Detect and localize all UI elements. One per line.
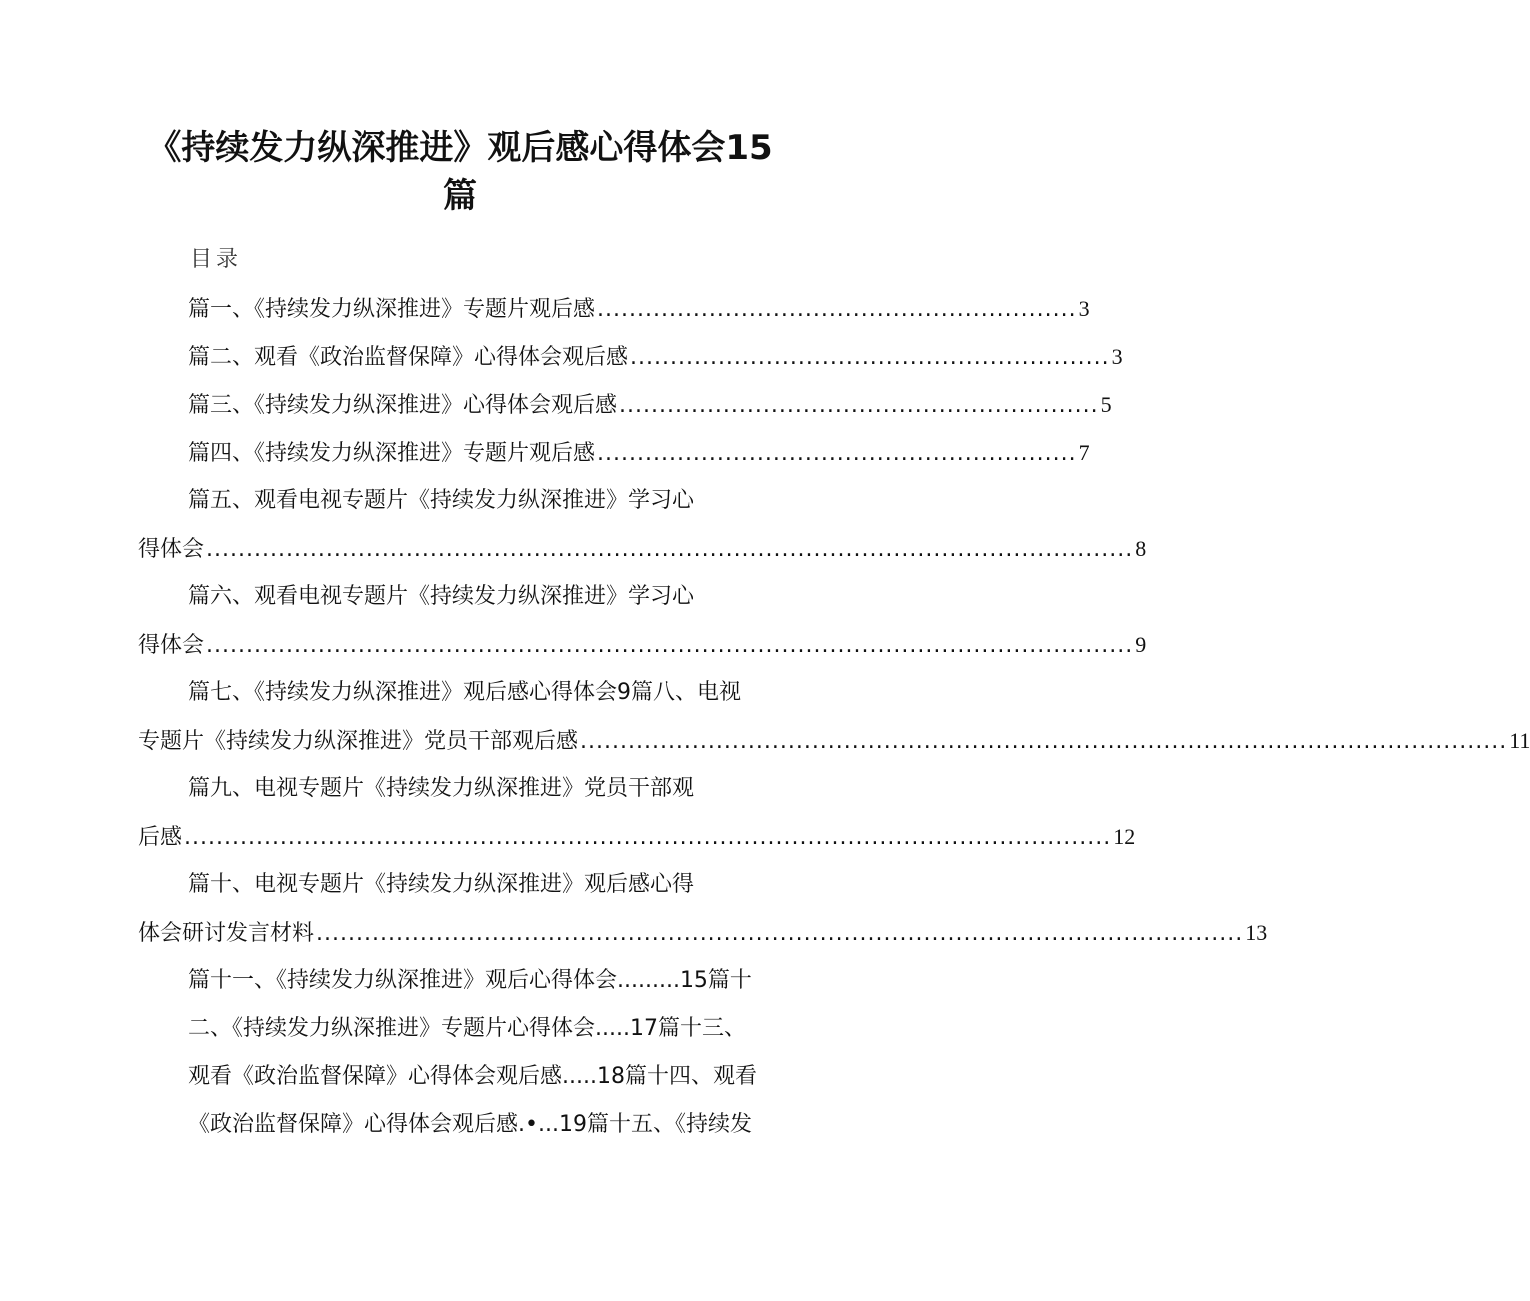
toc-entry-page: 3 <box>1111 344 1123 369</box>
toc-entry-page: 8 <box>1135 536 1147 561</box>
toc-entry-2[interactable] <box>188 341 1123 374</box>
toc-entry-page: 11 <box>1509 728 1530 753</box>
toc-entry-7-line-2[interactable] <box>138 725 1530 758</box>
toc-leader-dots: ............................................................ <box>597 441 1077 466</box>
toc-tail-text: 《政治监督保障》心得体会观后感.•...19篇十五、《持续发 <box>188 1112 752 1137</box>
toc-tail-line-4[interactable] <box>188 1109 788 1141</box>
toc-entry-page: 12 <box>1113 824 1136 849</box>
toc-tail-text: 篇十一、《持续发力纵深推进》观后心得体会.........15篇十 <box>188 968 752 993</box>
toc-leader-dots: .................................................................................................................... <box>206 633 1134 658</box>
toc-entry-text: 后感 <box>138 825 183 850</box>
document-title-line-1: 《持续发力纵深推进》观后感心得体会15 <box>147 128 773 168</box>
toc-entry-text: 篇九、电视专题片《持续发力纵深推进》党员干部观 <box>188 776 695 801</box>
toc-entry-9-line-2[interactable] <box>138 821 1136 854</box>
toc-entry-page: 9 <box>1135 632 1147 657</box>
toc-entry-text: 篇七、《持续发力纵深推进》观后感心得体会9篇八、电视 <box>188 680 741 705</box>
toc-leader-dots: .................................................................................................................... <box>316 921 1244 946</box>
toc-entry-5-line-2[interactable] <box>138 533 1147 566</box>
toc-leader-dots: ............................................................ <box>630 345 1110 370</box>
toc-entry-text: 篇一、《持续发力纵深推进》专题片观后感 <box>188 297 596 322</box>
toc-entry-text: 篇四、《持续发力纵深推进》专题片观后感 <box>188 441 596 466</box>
toc-entry-text: 得体会 <box>138 633 205 658</box>
toc-leader-dots: ............................................................ <box>619 393 1099 418</box>
toc-entry-1[interactable] <box>188 293 1090 326</box>
toc-entry-6-line-2[interactable] <box>138 629 1147 662</box>
toc-leader-dots: .................................................................................................................... <box>184 825 1112 850</box>
toc-tail-line-3[interactable] <box>188 1061 788 1093</box>
toc-tail-line-1[interactable] <box>188 965 788 997</box>
toc-tail-text: 二、《持续发力纵深推进》专题片心得体会.....17篇十三、 <box>188 1016 746 1041</box>
toc-entry-3[interactable] <box>188 389 1112 422</box>
toc-tail-line-2[interactable] <box>188 1013 788 1045</box>
toc-entry-text: 得体会 <box>138 537 205 562</box>
toc-entry-page: 7 <box>1078 440 1090 465</box>
toc-entry-text: 篇五、观看电视专题片《持续发力纵深推进》学习心 <box>188 488 695 513</box>
toc-entry-4[interactable] <box>188 437 1090 470</box>
toc-entry-page: 3 <box>1078 296 1090 321</box>
toc-label: 目录 <box>190 247 243 272</box>
toc-entry-text: 篇三、《持续发力纵深推进》心得体会观后感 <box>188 393 618 418</box>
toc-entry-9-line-1[interactable] <box>188 773 748 805</box>
toc-entry-10-line-1[interactable] <box>188 869 748 901</box>
toc-entry-6-line-1[interactable] <box>188 581 748 613</box>
toc-entry-7-line-1[interactable] <box>188 677 788 709</box>
toc-leader-dots: .................................................................................................................... <box>206 537 1134 562</box>
toc-entry-text: 专题片《持续发力纵深推进》党员干部观后感 <box>138 729 579 754</box>
toc-entry-page: 5 <box>1100 392 1112 417</box>
toc-entry-text: 篇二、观看《政治监督保障》心得体会观后感 <box>188 345 629 370</box>
toc-entry-text: 篇六、观看电视专题片《持续发力纵深推进》学习心 <box>188 584 695 609</box>
toc-leader-dots: ............................................................ <box>597 297 1077 322</box>
toc-entry-5-line-1[interactable] <box>188 485 748 517</box>
toc-entry-page: 13 <box>1245 920 1268 945</box>
toc-entry-text: 体会研讨发言材料 <box>138 921 315 946</box>
document-title-line-2: 篇 <box>443 176 477 216</box>
toc-leader-dots: .................................................................................................................... <box>580 729 1508 754</box>
toc-entry-10-line-2[interactable] <box>138 917 1268 950</box>
toc-tail-text: 观看《政治监督保障》心得体会观后感.....18篇十四、观看 <box>188 1064 757 1089</box>
toc-entry-text: 篇十、电视专题片《持续发力纵深推进》观后感心得 <box>188 872 695 897</box>
